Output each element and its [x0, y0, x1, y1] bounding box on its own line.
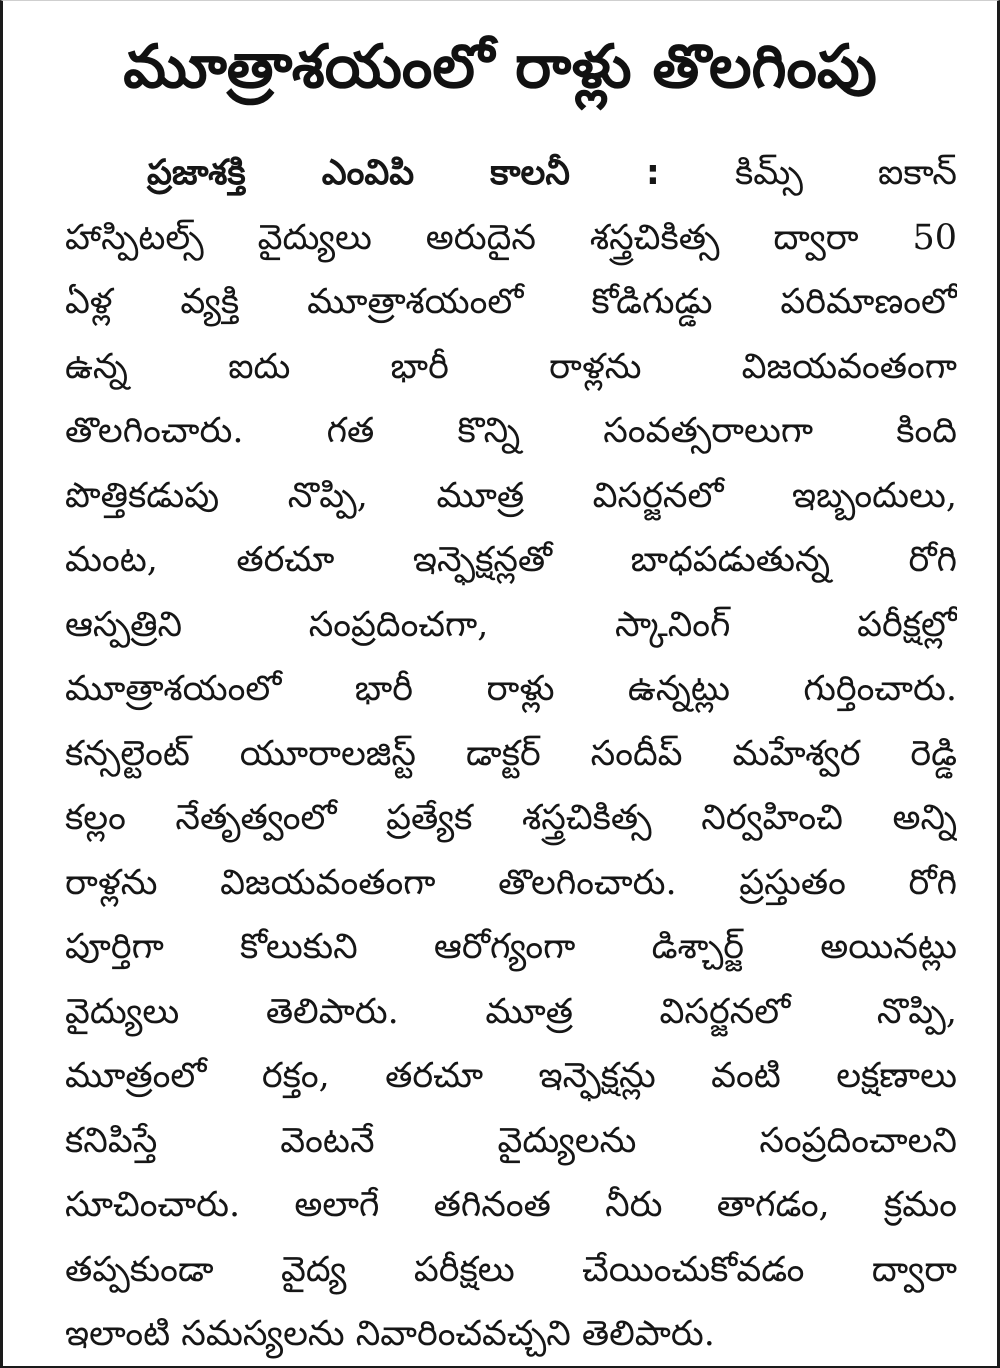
article-body	[65, 141, 957, 1367]
article-line: తప్పకుండా వైద్య పరీక్షలు చేయించుకోవడం ద్వారా	[65, 1249, 957, 1290]
article-line: రాళ్లను విజయవంతంగా తొలగించారు. ప్రస్తుతం రోగి	[65, 862, 957, 903]
article-line: మూత్రంలో రక్తం, తరచూ ఇన్ఫెక్షన్లు వంటి లక్షణాలు	[65, 1056, 957, 1096]
article-line: హాస్పిటల్స్ వైద్యులు అరుదైన శస్త్రచికిత్స ద్వారా 50	[65, 217, 957, 258]
article-line: కన్సల్టెంట్ యూరాలజిస్ట్ డాక్టర్ సందీప్ మహేశ్వర రెడ్డి	[65, 733, 957, 774]
article-line: కల్లం నేతృత్వంలో ప్రత్యేక శస్త్రచికిత్స నిర్వహించి అన్ని	[65, 798, 957, 838]
article-line: ఉన్న ఐదు భారీ రాళ్లను విజయవంతంగా	[65, 346, 957, 387]
dateline: ప్రజాశక్తి ఎంవిపి కాలనీ :	[147, 153, 660, 193]
article-line: తొలగించారు. గత కొన్ని సంవత్సరాలుగా కింది	[65, 411, 957, 451]
article-line: పొత్తికడుపు నొప్పి, మూత్ర విసర్జనలో ఇబ్బందులు,	[65, 475, 957, 516]
article-line: కనిపిస్తే వెంటనే వైద్యులను సంప్రదించాలని	[65, 1120, 957, 1161]
article-line: ఏళ్ల వ్యక్తి మూత్రాశయంలో కోడిగుడ్డు పరిమాణంలో	[65, 282, 957, 322]
article-line: ఇలాంటి సమస్యలను నివారించవచ్చని తెలిపారు.	[65, 1314, 715, 1354]
article-line	[65, 141, 957, 206]
article-line: ఆస్పత్రిని సంప్రదించగా, స్కానింగ్ పరీక్షల్లో	[65, 604, 957, 645]
article-line: వైద్యులు తెలిపారు. మూత్ర విసర్జనలో నొప్పి,	[65, 991, 957, 1032]
article-line: సూచించారు. అలాగే తగినంత నీరు తాగడం, క్రమం	[65, 1185, 957, 1225]
article-line: పూర్తిగా కోలుకుని ఆరోగ్యంగా డిశ్చార్జ్ అయినట్లు	[65, 927, 957, 967]
article-line: మూత్రాశయంలో భారీ రాళ్లు ఉన్నట్లు గుర్తించారు.	[65, 669, 957, 709]
article-line-text: కిమ్స్ ఐకాన్	[734, 153, 957, 193]
article-line: మంట, తరచూ ఇన్ఫెక్షన్లతో బాధపడుతున్న రోగి	[65, 540, 957, 580]
headline: మూత్రాశయంలో రాళ్లు తొలగింపు	[123, 32, 877, 102]
